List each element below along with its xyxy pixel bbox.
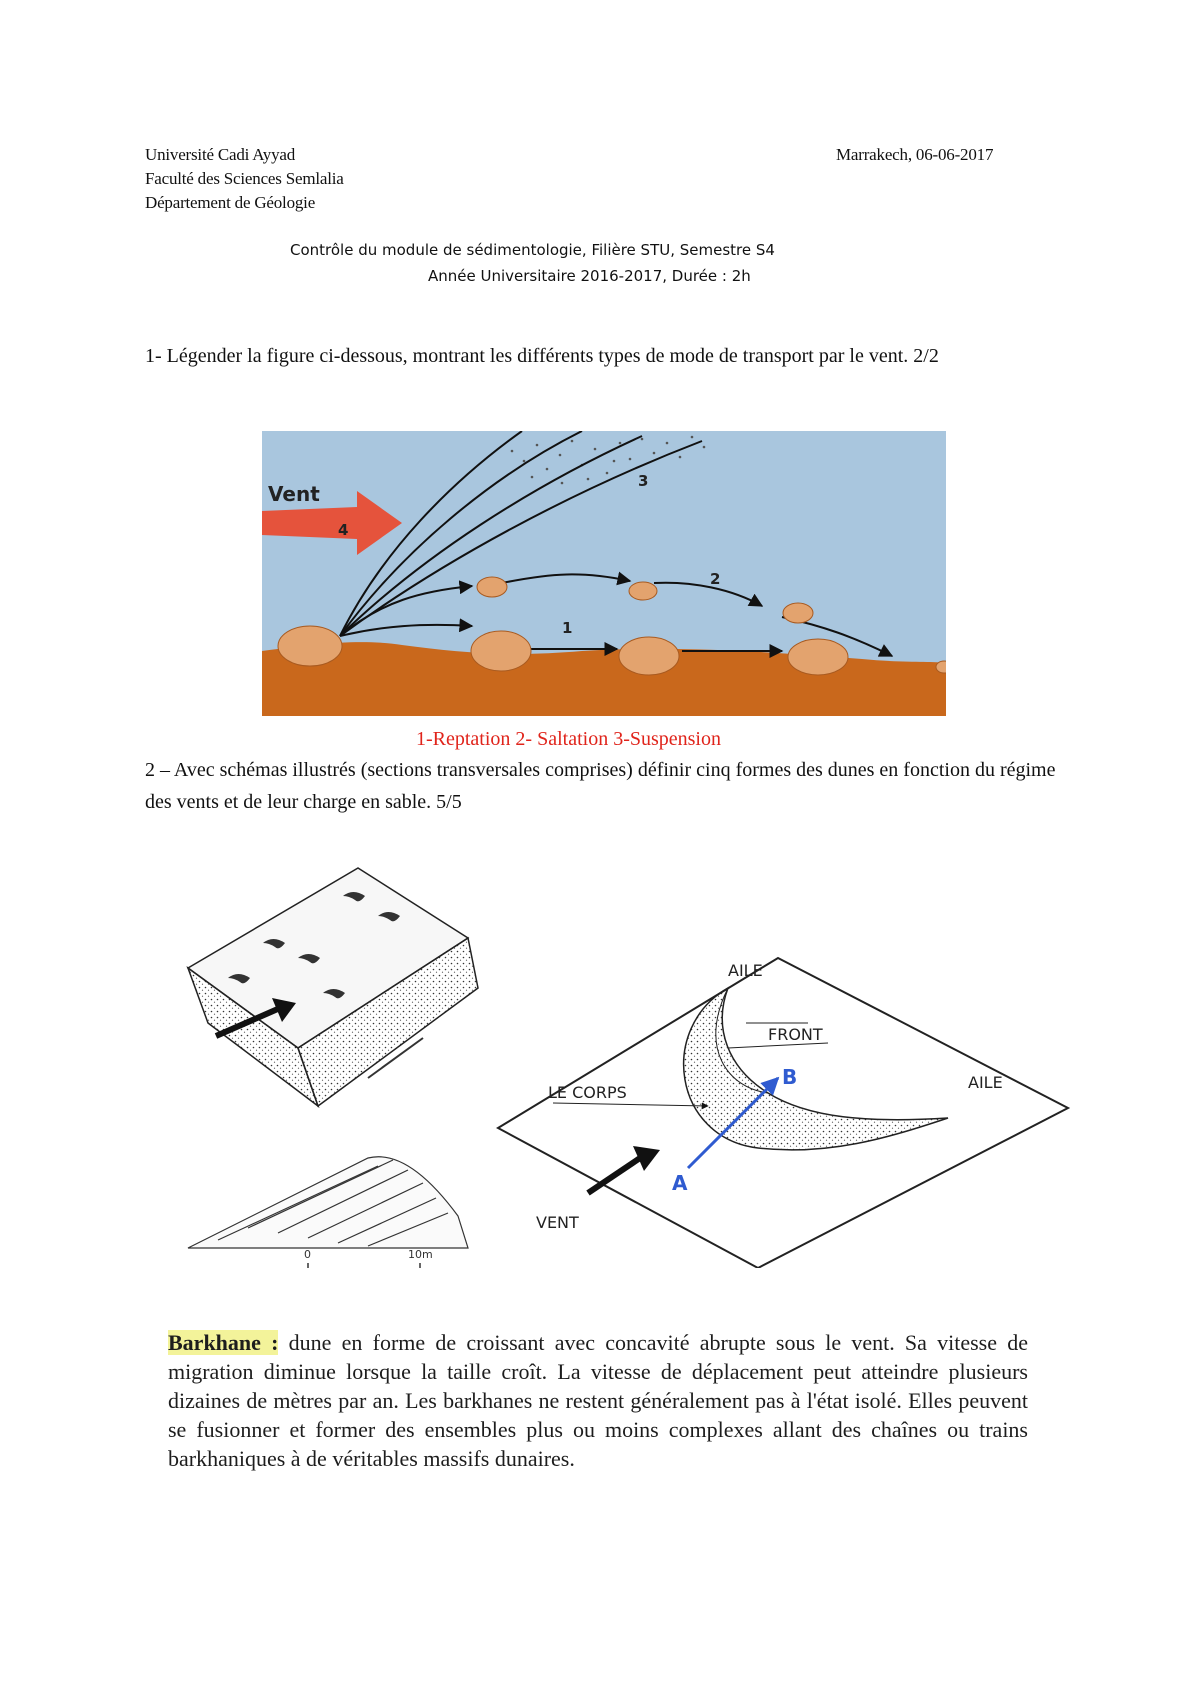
place-date: Marrakech, 06-06-2017 [836, 145, 994, 164]
barchan-dune-figure [168, 848, 1088, 1268]
label-vent: VENT [536, 1213, 579, 1232]
label-corps: LE CORPS [548, 1083, 627, 1102]
section-point-a: A [672, 1171, 688, 1195]
faculty-name: Faculté des Sciences Semlalia [145, 169, 344, 188]
barchan-field-block [188, 868, 478, 1106]
label-front: FRONT [768, 1025, 823, 1044]
number-4: 4 [338, 521, 349, 539]
question-2: 2 – Avec schémas illustrés (sections transversales comprises) définir cinq formes des dunes en fonction du régime des vents et de leur charge en sable. 5/5 [145, 759, 1056, 813]
scale-zero: 0 [304, 1248, 311, 1261]
question-1: 1- Légender la figure ci-dessous, montrant les différents types de mode de transport par le vent. 2/2 [145, 345, 939, 367]
barkhane-definition [168, 1328, 1028, 1508]
number-2: 2 [710, 570, 721, 588]
exam-subtitle: Année Universitaire 2016-2017, Durée : 2h [428, 267, 751, 285]
barkhane-text: dune en forme de croissant avec concavité abrupte sous le vent. Sa vitesse de migration diminue lorsque la taille croît. La vitesse de déplacement peut atteindre plusieurs dizaines de mètres par an. Les barkhanes ne restent généralement pas à l'état isolé. Elles peuvent se fusionner et former des ensembles plus ou moins complexes allant des chaînes ou trains barkhaniques à de véritables massifs dunaires. [168, 1330, 1028, 1471]
wind-transport-figure [262, 431, 946, 716]
number-3: 3 [638, 472, 649, 490]
scale-end: 10m [408, 1248, 433, 1261]
label-aile-top: AILE [728, 961, 763, 980]
dune-cross-section [188, 1157, 468, 1248]
label-aile-right: AILE [968, 1073, 1003, 1092]
exam-title: Contrôle du module de sédimentologie, Filière STU, Semestre S4 [290, 241, 775, 259]
wind-label: Vent [268, 482, 320, 506]
answer-1: 1-Reptation 2- Saltation 3-Suspension [416, 728, 721, 750]
number-1: 1 [562, 619, 573, 637]
barkhane-term: Barkhane : [168, 1330, 279, 1355]
scale-bar [308, 1263, 420, 1268]
university-name: Université Cadi Ayyad [145, 145, 296, 164]
department-name: Département de Géologie [145, 193, 316, 212]
section-point-b: B [782, 1065, 798, 1089]
